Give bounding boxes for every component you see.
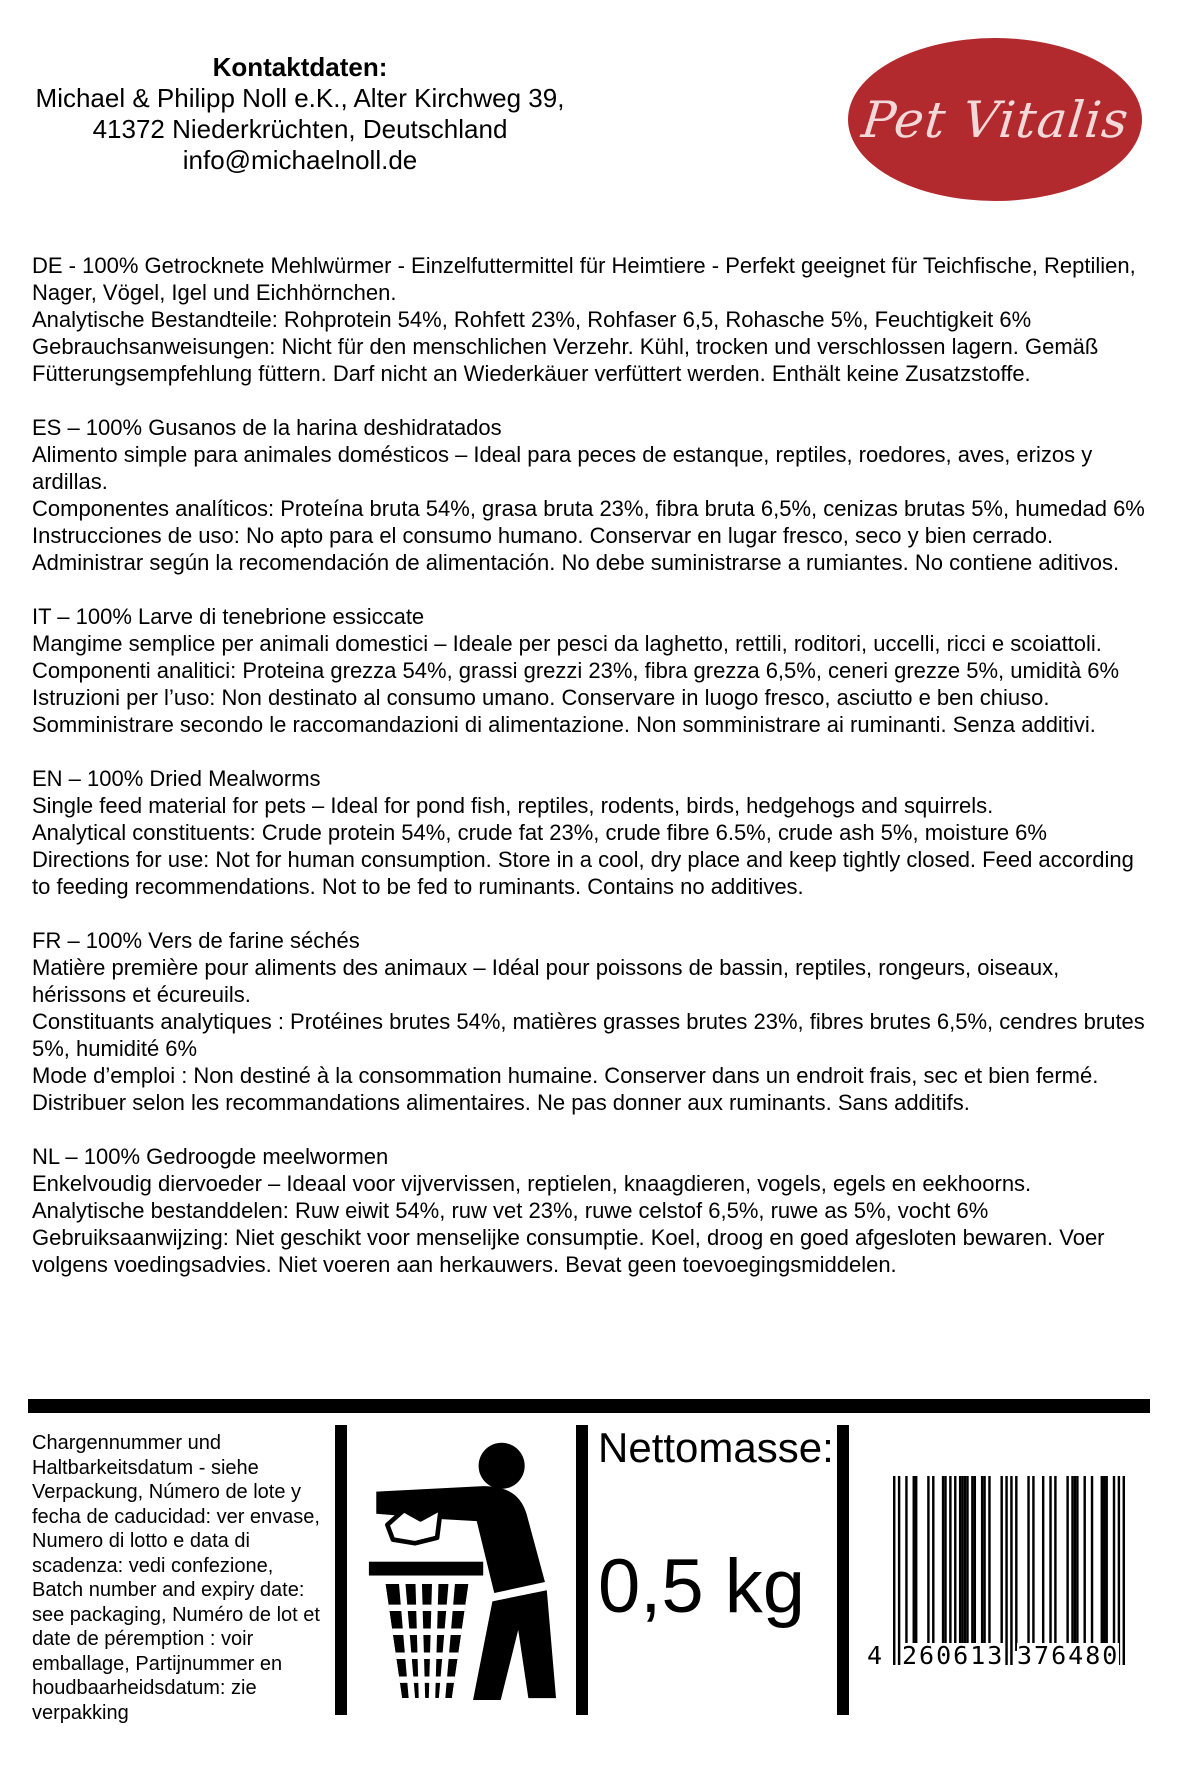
ean-digit-lead: 4 — [867, 1641, 885, 1670]
tidyman-icon — [347, 1425, 576, 1715]
section-nl-directions: Gebruiksaanwijzing: Niet geschikt voor menselijke consumptie. Koel, droog en goed afgesloten bewaren. Voer volgens voedingsadvies. Niet voeren aan herkauwers. Bevat geen toevoegingsmiddelen. — [32, 1225, 1105, 1277]
section-en-title: EN – 100% Dried Mealworms — [32, 766, 321, 791]
batch-info-text: Chargennummer und Haltbarkeitsdatum - siehe Verpackung, Número de lote y fecha de caducidad: ver envase, Numero di lotto e data di scadenza: vedi confezione, Batch number and expiry date: see packaging, Numéro de lot et date de péremption : voir emballage, Partijnummer en houdbaarheidsdatum: zie verpakking — [32, 1432, 320, 1724]
footer — [28, 1399, 1150, 1724]
divider-bar-vertical — [335, 1425, 347, 1715]
section-fr-directions: Mode d’emploi : Non destiné à la consommation humaine. Conserver dans un endroit frais, sec et bien fermé. Distribuer selon les recommandations alimentaires. Ne pas donner aux ruminants. Sans additifs. — [32, 1063, 1099, 1115]
section-it-description: Mangime semplice per animali domestici – Ideale per pesci da laghetto, rettili, roditori, uccelli, ricci e scoiattoli. — [32, 631, 1102, 656]
contact-email: info@michaelnoll.de — [182, 145, 418, 175]
divider-bar-vertical — [837, 1425, 849, 1715]
section-nl-description: Enkelvoudig diervoeder – Ideaal voor vijvervissen, reptielen, knaagdieren, vogels, egels en eekhoorns. — [32, 1171, 1032, 1196]
section-de-directions: Gebrauchsanweisungen: Nicht für den menschlichen Verzehr. Kühl, trocken und verschlossen lagern. Gemäß Fütterungsempfehlung füttern. Darf nicht an Wiederkäuer verfüttert werden. Enthält keine Zusatzstoffe. — [32, 334, 1099, 386]
section-es-description: Alimento simple para animales domésticos – Ideal para peces de estanque, reptiles, roedores, aves, erizos y ardillas. — [32, 442, 1093, 494]
section-nl — [32, 1143, 1152, 1278]
section-en — [32, 765, 1152, 900]
section-fr-constituents: Constituants analytiques : Protéines brutes 54%, matières grasses brutes 23%, fibres brutes 6,5%, cendres brutes 5%, humidité 6% — [32, 1009, 1145, 1061]
ean-digits-left: 260613 — [902, 1641, 1005, 1670]
section-en-directions: Directions for use: Not for human consumption. Store in a cool, dry place and keep tightly closed. Feed according to feeding recommendations. Not to be fed to ruminants. Contains no additives. — [32, 847, 1134, 899]
section-es-directions: Instrucciones de uso: No apto para el consumo humano. Conservar en lugar fresco, seco y bien cerrado. Administrar según la recomendación de alimentación. No debe suministrarse a rumiantes. No contiene aditivos. — [32, 523, 1120, 575]
section-de-constituents: Analytische Bestandteile: Rohprotein 54%, Rohfett 23%, Rohfaser 6,5, Rohasche 5%, Feuchtigkeit 6% — [32, 307, 1032, 332]
net-mass-label: Nettomasse: — [598, 1424, 834, 1471]
contact-city-line: 41372 Niederkrüchten, Deutschland — [92, 114, 508, 144]
brand-logo-text: Pet Vitalis — [858, 90, 1132, 149]
section-fr-title: FR – 100% Vers de farine séchés — [32, 928, 360, 953]
section-de-description: DE - 100% Getrocknete Mehlwürmer - Einzelfuttermittel für Heimtiere - Perfekt geeignet für Teichfische, Reptilien, Nager, Vögel, Igel und Eichhörnchen. — [32, 253, 1136, 305]
section-fr-description: Matière première pour aliments des animaux – Idéal pour poissons de bassin, reptiles, rongeurs, oiseaux, hérissons et écureuils. — [32, 955, 1060, 1007]
section-es-constituents: Componentes analíticos: Proteína bruta 54%, grasa bruta 23%, fibra bruta 6,5%, cenizas brutas 5%, humedad 6% — [32, 496, 1145, 521]
section-fr — [32, 927, 1152, 1116]
label-body — [32, 252, 1152, 1305]
divider-bar-horizontal — [28, 1399, 1150, 1413]
footer-row — [28, 1424, 1150, 1724]
divider-bar-vertical — [576, 1425, 588, 1715]
section-nl-title: NL – 100% Gedroogde meelwormen — [32, 1144, 389, 1169]
ean-barcode — [849, 1425, 1150, 1715]
brand-logo — [848, 38, 1142, 201]
net-mass-cell — [588, 1425, 837, 1715]
section-es-title: ES – 100% Gusanos de la harina deshidratados — [32, 415, 502, 440]
contact-address-line: Michael & Philipp Noll e.K., Alter Kirchweg 39, — [35, 83, 565, 113]
section-es — [32, 414, 1152, 576]
section-it — [32, 603, 1152, 738]
section-nl-constituents: Analytische bestanddelen: Ruw eiwit 54%, ruw vet 23%, ruwe celstof 6,5%, ruwe as 5%, vocht 6% — [32, 1198, 989, 1223]
contact-block — [10, 52, 590, 176]
section-it-directions: Istruzioni per l’uso: Non destinato al consumo umano. Conservare in luogo fresco, asciutto e ben chiuso. Somministrare secondo le raccomandazioni di alimentazione. Non somministrare ai ruminanti. Senza additivi. — [32, 685, 1096, 737]
ean-barcode-bars — [893, 1476, 1125, 1665]
section-en-constituents: Analytical constituents: Crude protein 54%, crude fat 23%, crude fibre 6.5%, crude ash 5%, moisture 6% — [32, 820, 1047, 845]
ean-digits-right: 376480 — [1017, 1641, 1120, 1670]
net-mass-value: 0,5 kg — [598, 1544, 806, 1629]
section-en-description: Single feed material for pets – Ideal for pond fish, reptiles, rodents, birds, hedgehogs and squirrels. — [32, 793, 994, 818]
contact-title: Kontaktdaten: — [212, 52, 388, 82]
section-it-title: IT – 100% Larve di tenebrione essiccate — [32, 604, 425, 629]
section-it-constituents: Componenti analitici: Proteina grezza 54%, grassi grezzi 23%, fibra grezza 6,5%, ceneri grezze 5%, umidità 6% — [32, 658, 1120, 683]
section-de — [32, 252, 1152, 387]
